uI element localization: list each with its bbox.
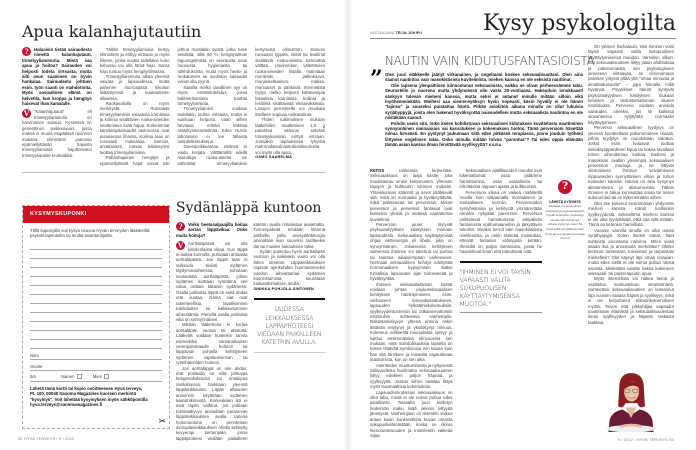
article-title: Sydänläppä kuntoon bbox=[176, 200, 322, 216]
name-field[interactable]: Nimi bbox=[30, 349, 162, 360]
send-question-sidebar: ? LÄHETÄ KYSYMYS Vastaaja on outuiyainen psykologi ja psykoterapeutti. Hyvän terveyden psykologi vastaa vain lehdessä. Lähetä kysymys sivun 52 kupongilla tai sähköpostilla hyva.terveys@sanomamagazines.fi bbox=[545, 181, 585, 241]
signature: OSMO SAARELMA bbox=[255, 155, 293, 160]
paragraph: Pahanhajuinen hengitys ja epämiellyttävät hajut voivat toki johtua muistakin syistä, jotka tulee selvittää, sillä 90 % hengitysilman hajuongelmista on seurausta suun huonosta hygieniasta tai tulehduksista, mutta myös henki- ja ruokatorven tai suoliston sairaudet voivat olla syynä. bbox=[99, 47, 248, 166]
paragraph: Trimetyyliaminuria alkaa yleensä vaivata jo lapsuudessa, mutta pahenee murrosässä hikoilun lisääntyessä ja kuukautisten alkaessa. bbox=[99, 74, 170, 101]
article-title: Apua kalanhajutautiin bbox=[22, 22, 202, 41]
divider bbox=[22, 172, 325, 173]
psychologist-photo bbox=[598, 372, 664, 432]
question-lines[interactable] bbox=[30, 241, 162, 349]
right-page bbox=[348, 0, 696, 450]
scissors-icon: ✂ bbox=[158, 416, 166, 426]
paragraph: Aorttaläpässä voi olla kahdenlaista vikaa. Kun läppä ei aukea kunnolla, puhutaan ahtaasta aorttaläpästä. Jos läppä taas ei sulkeudu tiiviisti sydämen täyttymisvaiheessa, puhutaan vuotavasta aorttaläpästä, jolloin sydämen aorttaan työntämä veri valuu osittain takaisin sydämeen. Osalla potilaista läppä on sekä ahdas että vuotaa. Nämä viat ovat rakenteellisia, tavallisimmin tulehdusten tai kalkkeutumisen aiheuttamia. Pienellä osalla potilaista vika on synnynnäinen. bbox=[176, 241, 248, 322]
female-label: Nainen bbox=[60, 373, 75, 379]
female-checkbox[interactable] bbox=[77, 374, 82, 379]
age-gender-field[interactable] bbox=[30, 371, 162, 382]
article-fish-odor bbox=[22, 47, 325, 173]
paragraph: Trimetyyliamiini voidaan todellakin todeta virtsasta, mutta ei suinkaan helposti, vaan siihen tarvitaan erittäin tarkkaa määritysmenetelmää. Edes HUSin laboratorio ei tee tällaista rutiinitutkimuksena. bbox=[177, 106, 248, 144]
paragraph: "Kalanhajutauti" eli trimetyyliaminuria on harvinainen sairaus. Kyseessä on geneettinen poikkeavuus, jossa maksa ei muuta etupäässä ravinnon mukana elimistöön joutuvaa epämiellyttävän hajuista trimetyyliamiinia hajuttomaksi trimetyyliamiini-N-oksidiksi. bbox=[22, 109, 92, 158]
article-body-fish-odor bbox=[22, 47, 325, 166]
answer-body-continued: On yleinen harhaluulo, että ihminen voisi täysin vapaasti valita sukupuolisen käyttäytymisensä muodon. Varsinkin silloin, kun seksuaalisuuteen liittyy jotain ahdistavaa ja pakonomaista, sen psykologiseen oireeseen viittaavaa, se nimenomaan palvelee yritystä pitää yllä "omaa minuutta ja ainutlaatuisuutta" – jopa hinnalla millä hyvänsä. Psyykkiset häiriöt syntyvät psykoanalyyttisen käsityksen mukaan tietoisen ja tiedostamattoman alueen ristiriidoista. Perversio voidaan arvioida sairauden oireeksi, jos se kaikissa olosuhteissa syrjäyttää normaalin käyttäytymisen. Perverssi seksuaalinen tyydytys on yleensä luonteeltaan pakonomainen rituaali, jolloin tyydytys on muodoltaan sidottua. Jotkut esim. haluavat tuottaa seksikumppanilleen kipua tai kokea tavallaan toisen aiheuttamaa tuskaa. Sadismi ja masokismi ovatkin yleisimpiä seksuaalisen perversion muotoja, ja ne liittyvät olennaisesti ihmisen selviämiseen riippuvuuden synnyttämien vihan ja tuhon tunteiden kanssa. Näissä on aina kysymys alistamisesta ja alistumisesta. Tällöin ihminen ei halua kunnioittaa omaa tai toisen autonomiaa tai on kykenemätön siihen. Olet itse kokenut ensimmäisen yhdynnän miehesi kanssa. Kärsit tuolloinkin syyllisyydestä. Seksielämä miehesi kanssa ei ole ollut tyydyttävää, etkä saa siitä mitään. Tämä on tietenkin harmillista. Vuosien varrella sinulla on ollut useita syrjähyppyjä. Kuten itsekin toteat, haet suhteista arvostusta naisena. Miten voisit saada iloa ja arvostusta mieheltäsi? Oletko kertonut tunteistasi, toiveistasi ja tarpeistasi miehellesi? Olet käynyt läpi oman terapian, mutta edes siellä et ole voinut puhua näistä asioista. Mielestäni voisitte hakea kokeneen seksuaali- tai pariterapeutin apua. Myös internetistä voi hakea tietoa ja osallistua keskusteluun nimettömänä. Suhteettasi seksuaalisuuteen on leimannut läpi vuosien vaitava häpeä ja syyllisyys, mikä ei ole helpottanut elämänkokemuksen myötä. Toivon että pikkuhiljaa vapaudut nauttimaan elämästä ja seksuaalisuudestasi ilman syyllisyyden ja häpeän raskasta taakkaa. bbox=[588, 44, 674, 325]
question-coupon bbox=[22, 205, 170, 429]
paragraph: Ruokavaliolla on myös merkitystä. Runsaasti trimetyyliamiinin esiasteita karnitiinia ja koliinia sisältävien ruoka-aineiden nauttiminen lisää hajua. Korkeimmat karnitiinipitoisuudet ravinnossa ovat punaisessa lihassa. Koliinia taas on runsaasti maksassa. Samoin, arvattavasti, runsas kalansyönti tuottaa trimetyyliamiinia. bbox=[99, 101, 170, 155]
coupon-instructions: Lähetä tämä kortti tai kopio osoitteeseen Hyvä terveys, PL 100, 00040 Sanoma Magazines kuoreen merkintä "kysymys". Voit lähettää kysymyksen myös sähköpostilla hyva.terveys@sanomamagazines.fi bbox=[30, 385, 148, 408]
signature: KAISA bbox=[488, 143, 502, 148]
paragraph: Yhden tutkimuksen mukaan lääkehiilen nauttiminen 1,5 g päivässä vähensi selvästi trimetyyliamiinin erittyä virtsaan. Joissakin tapauksissa lyhyistä metronidatsoli-antiobiottikuureista voi myös olla apua. bbox=[255, 117, 325, 155]
byline: VASTAAJANA TEIJA JOKIPII bbox=[370, 31, 422, 35]
reader-question: Olen juuri eläkkeelle jäänyt virkanainen, ja ongelmani koskee seksuaalisuuttani. Olen aina saanut nautintoa vain masokistisista kuvitelmista, miehen kanssa en ole seksistä nauttinut. Olin lapsena ylenpalttisen kiinnostunut seksiasioista, vaikka ne olivat perheessämme tabu. Seurustelin jo nuorena mutta yhdynnässä olin vasta 20-vuotiaana. Hakeuduin innokkaasti sänkyyn tulevan mieheni kanssa, mutta seksi ei antanut minulle mitään silloin eikä myöhemminkään. Miehesi saa siemensyöksyn hyvin nopeasti, käsin hyväily ei ole hänen "lajinsa" ja suuseksi puistattaa häntä. Pitkän avioliiton aikana minulla on ollut lukuisia syrjähyppyjä, joista olen hakenut hyväksyntää naiseudelleni mutta seksuaalista nautintoa en ole niistäkään saanut. Pohdin usein sitä, onko itseen kohdistuvan seksuaalisen kidutuksen kuvittelusta nauttiminen synnynnäinen ominaisuus vai kasvatuksen ja kokemuksen tuotos. Tämä perversioni hävettää minua hirveästi. En pystynyt puhumaan siitä edes pitkässä terapiassa, jonne jouduin työhöni liittyvien ongelmien takia. Onko minulla mitään toivoa "parantua"? Tai edes oppia elämään tämän asian kanssa ilman hirvittävää syyllisyyttä? KAISA bbox=[385, 72, 583, 148]
question-text: Haluaisin tietää sairaudesta nimeltä kalanhajutauti, trimetyyliaminuria. Mistä saa apua ja hoitoa? Sairauden voi helposti todeta virtsasta, mutta silti avun saaminen on hyvin hankalaa. Sairaudesta johtuen esim. työn saanti on mahdotonta. Myös sosiaalinen elämä on helvettiä, kun kroppa ja hengitys haisevat ihan kamalalle. bbox=[22, 47, 92, 107]
coupon-intro: Tällä kupongilla voit kysyä neuvoa Hyvän terveyden lääkäreiltä, psykoterapeuteilta tai muilta asiantuntijoilta. bbox=[30, 228, 151, 239]
coupon-title: KYSYMYSKUPONKI bbox=[23, 206, 169, 223]
answer-body: KIITOS rohkeasta kirjeestäsi. Seksuaalisuus on laaja käsite, joka muokkautuu omien kokemusten, yhteisön tapojen ja kulttuurin normien mukaan. Yhteiskunnan säännöt ja arvot säätelevät sitä, mikä on normaalia ja hyväksyttävää, mikä poikkeavaa tai perverssiä. Monet perversiot ja perverssit fantasiat ovat kuitenkin yleisiä ja sinänsä vaarattomia kuvitelmia. Perversion juuret löytyvät psykoanalyyttisen käsityksen mukaan lapsuudesta. Seksuaalista käyttäytymistä ohjaa viettienergia eli libido, joka on synnynnäinen. Jokaisessa kehityksen vaiheessa ihminen voi takertua tai juuttua tai taantua aikaisempaan vaiheeseen. Normaali seksuaalinen kehitys edellyttää hormonaalisen kypsymisen lisäksi turvallisia lapsuuden ajan tunnesiteitä ja hyväksyntää. Ihmisen seksuaalielämän häiriöt voidaan johtaa psykoseksuaalisen kehityksen häiriintymiseen, esim. varhaiseen sisteyskasvatukseen, lapsuuden hylkäämiskokemuksiin, syyllisyydentunteisiin tai ratkaisemattomiin ristiriitoihin suhteessa vanhempiin. Rakastamiskyvyn yhtenä ehtona onkin riittävän eriytynyt ja yksilöitynyt minuus. Kokemus erillisestä minuudesta syntyy ja lujittuu ensimmäisinä elinvuosina sen mukaan, mitä mahdollisuuksia lapsella on kokea riittävää symbioosia niin kauan kuin hän sitä tarvitsee ja toisaalta vapauttavaa irtautumista, kun on sen aika. Asenteiden muuttumisesta ja nykyisestä sallivuudesta huolimatta seksuaalisuuteen liittyy edelleen paljon häpeää ja syyllisyyttä. Joskus siihen saattaa liittyä myös traumaattisia kokemuksia. Lapsuudenkodissasi seksuaalisuus on ollut tabu, mistä ei ole voinut puhua edes asiallisesti. Toisaalta juuri kielletyn hedelmän maku lisää seksiin liittyvää jännitystä. Vanhempien on tietenkin vaikea antaa kovin konkreettista kuvaa omasta sukupuolielämästään, koska se rikkoo hienotunteisuuden ja intimiteetin vaikeaa rajaa. Seksuaalisen aistillisuuden muodot ovat lukemattomat; osaa pidämme harmittomina, osaa vaarallisina tai inhottavina riippuen ajasta ja kulttuurista. Perversion ideaa on vaikea määritellä muulla kuin viittaamalla moraaliseen ja sosiaaliseen normiin. Perversioiden syntyhistoriaa ja kehitystä ymmärretään onneksi nykyään paremmin. Perversiot vaihtelevat harmittomista arkipäivän fantasioista epähumaaneihin ja järkyttäviin tekoihin. Sinäkin kerrot vain masokistisista mielikuvista, ja onkin tärkeää muistuttaa, etteivät fantasiat vahingoita ketään. Ihmisillä on paljon fantasioita, joista he haaveilevat ilman että toteuttavat niitä. "IHMINEN EI VOI TÄYSIN VAPAASTI VALITA SUKUPUOLISEN KÄYTTÄYTYMISENSÄ MUOTOA." bbox=[370, 168, 542, 438]
answer-icon: V bbox=[23, 109, 30, 119]
paragraph: Sydän sopeutuu hyvin aorttaläpän vuotoon ja vaikeakin vuoto voi olla lähes oireeton. Läppäleikkauksen sopivan ajankohdan huomaamiseksi vuodon aiheuttamaa sydämen kuormittumista seurataan kaikututkimuksen avulla. bbox=[253, 249, 325, 287]
male-label: Mies bbox=[92, 373, 102, 379]
answer-icon: V bbox=[177, 241, 184, 251]
pull-quote: "IHMINEN EI VOI TÄYSIN VAPAASTI VALITA SUKUPUOLISEN KÄYTTÄYTYMISENSÄ MUOTOA." bbox=[460, 261, 543, 313]
pull-quote: UUDESSA LEIKKAUKSESSA LÄPPÄPROTEESI VIEDÄÄN PAIKALLEEN KATETRIN AVULLA. bbox=[254, 298, 326, 352]
section-rule bbox=[370, 38, 676, 39]
signature: SINIKKA POHJOLA-SINTONEN bbox=[253, 286, 314, 291]
headline: NAUTIN VAIN KIDUTUSFANTASIOISTA bbox=[385, 54, 595, 68]
page-footer: 52 HYVÄ TERVEYS / 9 / 2012 bbox=[18, 437, 75, 441]
quote-mark-icon: ” bbox=[370, 66, 383, 92]
question-icon: ? bbox=[22, 47, 31, 56]
age-label: Ikä bbox=[30, 373, 36, 379]
male-checkbox[interactable] bbox=[104, 374, 109, 379]
article-body-heart-valve bbox=[176, 222, 325, 444]
address-field[interactable]: Osoite bbox=[30, 360, 162, 371]
paragraph: Geenipoikkeamaa sinänsä ei voida korjata. Välttämällä edellä mainittuja ruoka-aineita voi vähentää trimetyyliamiinin kertymistä elimistöön. Samoin runsaasti typpeä, rikkiä tai lesitiiniä sisältäviä ruoka-aineita kannattaa välttää. Useimmiten vältettävien ruoka-aineiden listalla mainitaan merilevät, palkokasvit, munankeltuainen, maksa, munuaiset ja pähkinät. Internetistä löytyy melko helposti kattavampia listauksia karnitiinia, koliinia ja lesitiiniä sisältävistä elintarvikkeista. Listojen perusteella voi muokata itselleen sopivaa ruokavaliota. bbox=[177, 47, 325, 166]
paragraph: Mikään lääkehoito ei korjaa aorttaläpän vuotoa tai ahtautta. Lääkettä voidaan kuitenkin tarvita esimerkiksi samanaikaisen verenpainetaudin hoitoon tai läppävian pohjalla kehittyneen sydämen vajaatoiminnan tai rytmihäiriöiden hoitoon. bbox=[176, 322, 248, 366]
section-title: Kysy psykologilta bbox=[483, 11, 676, 36]
paragraph: Jos aorttaläppä on niin ahdas, että potilaalla on siitä johtuvaa hengenahdistusta tai rintakipua rasituksessa, harkitaan yleensä läppäleikkausta. Läpän ahtauden arvioinnin käytetään sydämen kaikututkimusta. Korkeakaan ikä ei estä läpän vaihtoa, jos potilaan toimintakyvyn arvioidaan paranevan läppäleikkauksen avulla. Uutena hoitomuotona on perinteisen avosydänleikkauksen ohella kehitetty kevyempi toimenpide, jossa läppäproteesi viedään paikalleen katetrin avulla rintalastaa avaamatta. Toimenpidettä tehdään lähinnä potilaille, joilla avosydänkirurgia arvioidaan liian suureksi rasitteeksi iän tai muiden sairauksien takia. bbox=[176, 222, 325, 441]
question-icon: ? bbox=[176, 222, 185, 231]
question-text: Voiko beetasalpaajilla hoitaa aortan läppävikaa. Onko muita hoitoja? bbox=[176, 222, 248, 238]
paragraph: Naisilla melko tavallinen syy on myös emätintulehdus, jossa bakteeritoiminta tuottaa trimetyyliamiinia. bbox=[177, 84, 248, 107]
paragraph: Tällöin trimetyyliamiinia kertyy elimistöön ja erittyy virtsaan ja myös hikeen, jonka vuoksi todellakin koko kehossa voi olla tämä haju. Sama haju tuntuu myös hengitysilmassa. bbox=[99, 47, 170, 74]
page-footer: 9 / 2012 / HYVÄ TERVEYS 53 bbox=[617, 438, 674, 442]
question-icon: ? bbox=[558, 180, 572, 194]
